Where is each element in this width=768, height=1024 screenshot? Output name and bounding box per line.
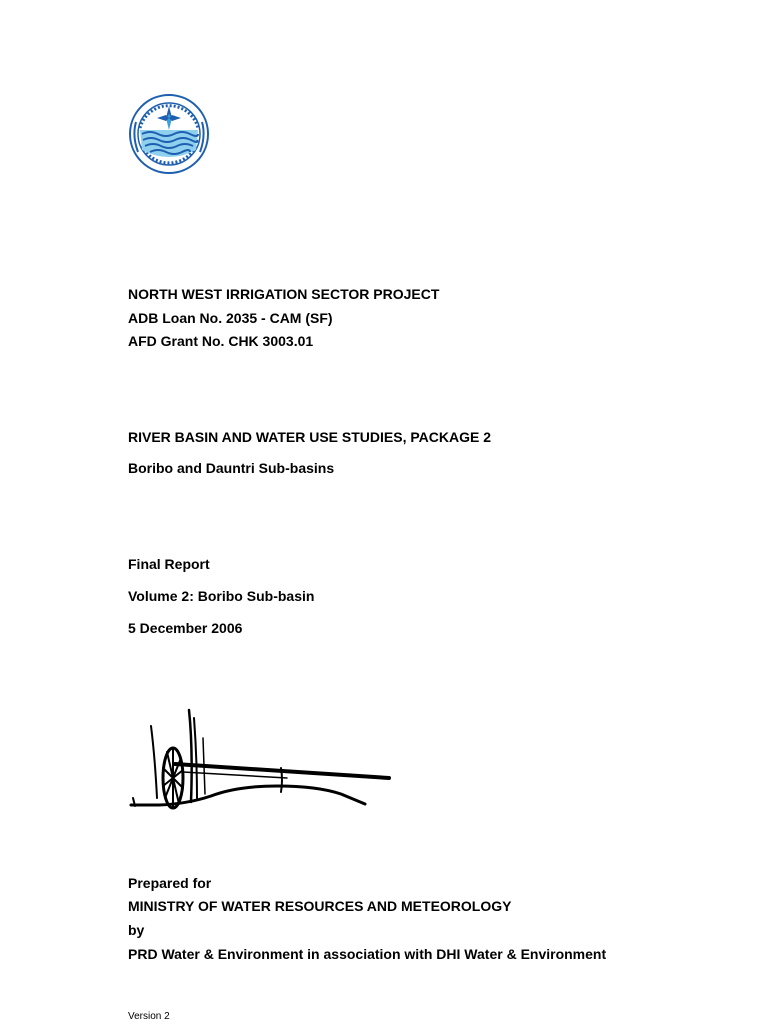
consultants: PRD Water & Environment in association with DHI Water & Environment — [128, 946, 607, 962]
version-label: Version 2 — [128, 1011, 170, 1022]
study-subtitle: Boribo and Dauntri Sub-basins — [128, 460, 335, 476]
water-wheel-sketch — [127, 698, 393, 828]
prepared-for-label: Prepared for — [128, 875, 212, 891]
report-date: 5 December 2006 — [128, 620, 243, 636]
study-title: RIVER BASIN AND WATER USE STUDIES, PACKAGE 2 — [128, 429, 492, 445]
by-label: by — [128, 922, 145, 938]
report-type: Final Report — [128, 556, 210, 572]
ministry-seal-logo — [126, 92, 212, 176]
loan-number: ADB Loan No. 2035 - CAM (SF) — [128, 310, 333, 326]
grant-number: AFD Grant No. CHK 3003.01 — [128, 333, 314, 349]
project-title: NORTH WEST IRRIGATION SECTOR PROJECT — [128, 286, 440, 302]
report-volume: Volume 2: Boribo Sub-basin — [128, 588, 315, 604]
client-name: MINISTRY OF WATER RESOURCES AND METEOROLOGY — [128, 898, 512, 914]
